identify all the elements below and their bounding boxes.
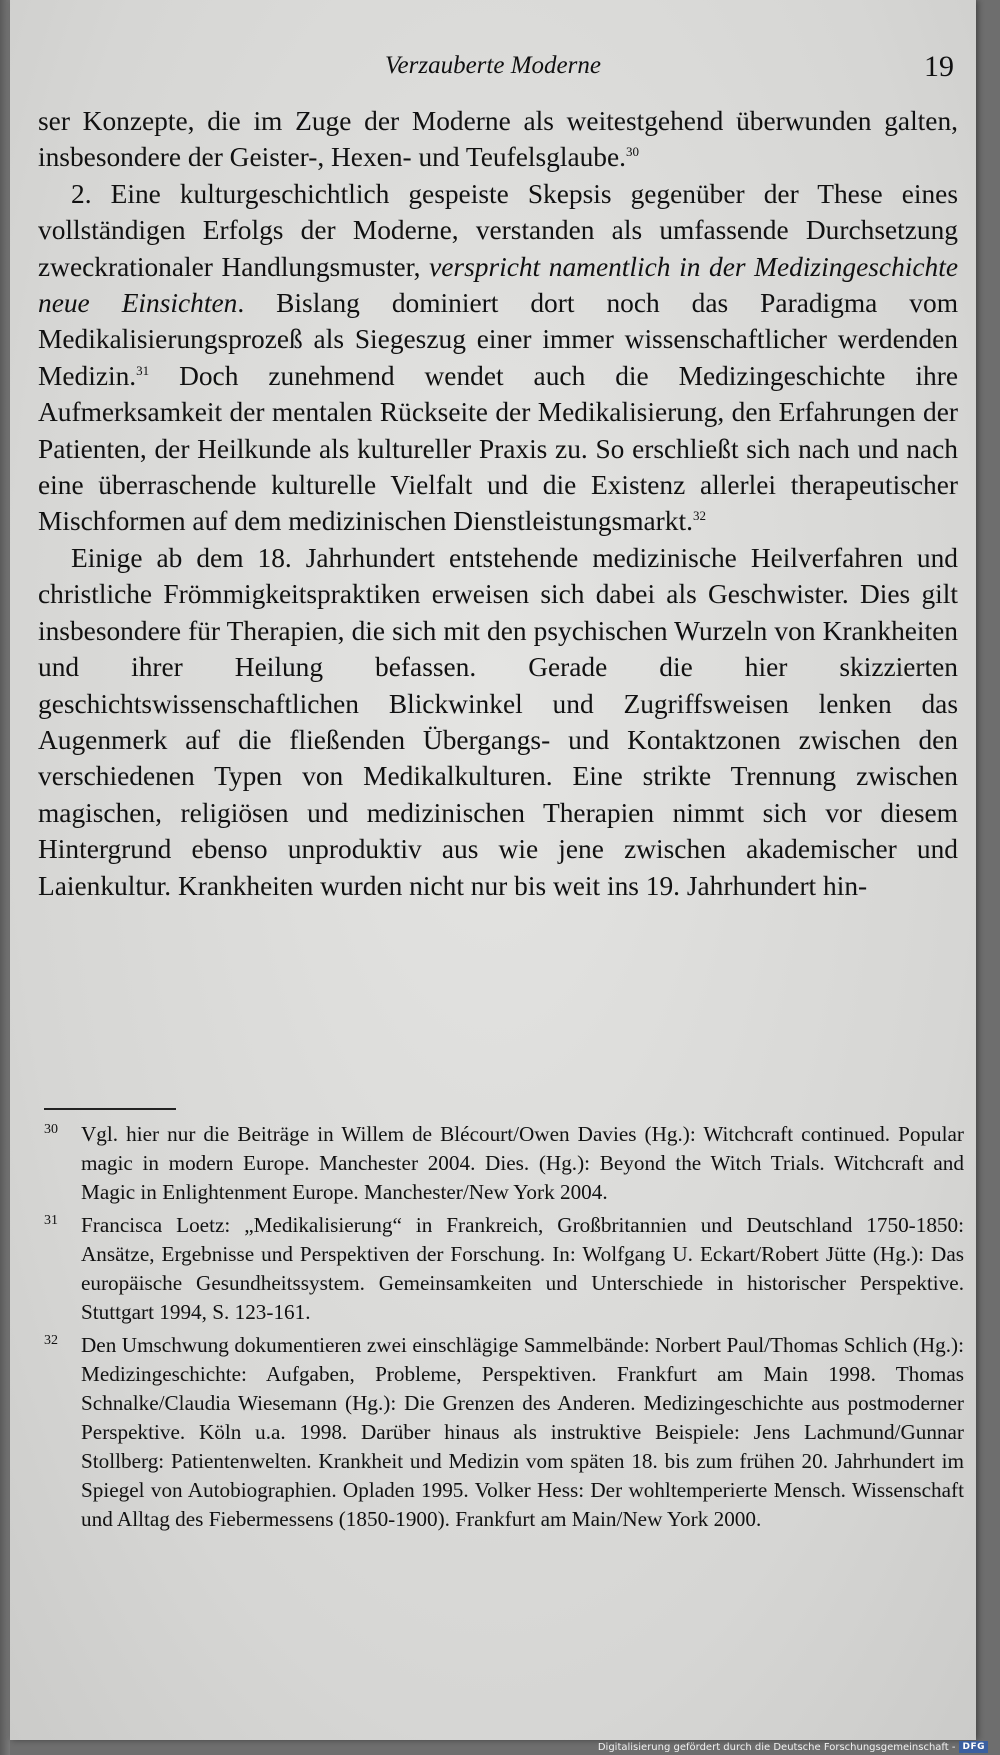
paragraph-text: Einige ab dem 18. Jahrhundert entstehende medizinische Heilverfahren und christliche Frömmigkeitspraktiken erweisen sich dabei als Geschwister. Dies gilt insbesondere für Therapien, die sich mit den psychischen Wurzeln von Krankheiten und ihrer Heilung befassen. Gerade die hier skizzierten geschichtswissenschaftlichen Blickwinkel und Zugriffsweisen lenken das Augenmerk auf die fließenden Übergangs- und Kontaktzonen zwischen den verschiedenen Typen von Medikalkulturen. Eine strikte Trennung zwischen magischen, religiösen und medizinischen Therapien nimmt sich vor diesem Hintergrund ebenso unproduktiv aus wie jene zwischen akademischer und Laienkultur. Krankheiten wurden nicht nur bis weit ins 19. Jahrhundert hin- bbox=[38, 542, 958, 901]
paragraph-3 bbox=[38, 540, 958, 904]
footnote-31 bbox=[44, 1211, 964, 1327]
footnote-ref[interactable]: 32 bbox=[692, 508, 706, 524]
paragraph-2 bbox=[38, 176, 958, 540]
footnote-ref[interactable]: 30 bbox=[626, 144, 640, 160]
credit-text: Digitalisierung gefördert durch die Deutsche Forschungsgemeinschaft - bbox=[597, 1741, 956, 1753]
footnote-separator bbox=[44, 1108, 176, 1110]
body-text bbox=[38, 103, 958, 904]
footnote-text: Vgl. hier nur die Beiträge in Willem de Blécourt/Owen Davies (Hg.): Witchcraft continued. Popular magic in modern Europe. Manchester 2004. Dies. (Hg.): Beyond the Witch Trials. Witchcraft and Magic in Enlightenment Europe. Manchester/New York 2004. bbox=[81, 1122, 964, 1204]
emphasis-text: verspricht namentlich in der Medizingeschichte neue Einsichten bbox=[38, 251, 958, 319]
paragraph-text: Doch zunehmend wendet auch die Medizingeschichte ihre Aufmerksamkeit der mentalen Rückseite der Medikalisierung, den Erfahrungen der Patienten, der Heilkunde als kultureller Praxis zu. So erschließt sich nach und nach eine überraschende kulturelle Vielfalt und die Existenz allerlei therapeutischer Mischformen auf dem medizinischen Dienstleistungsmarkt. bbox=[38, 360, 958, 537]
book-page bbox=[10, 0, 976, 1740]
running-title: Verzauberte Moderne bbox=[385, 52, 601, 79]
footnote-30 bbox=[44, 1120, 964, 1207]
page-header bbox=[10, 52, 976, 92]
footnote-number: 32 bbox=[44, 1333, 58, 1348]
footnote-text: Den Umschwung dokumentieren zwei einschlägige Sammelbände: Norbert Paul/Thomas Schlich (Hg.): Medizingeschichte: Aufgaben, Probleme, Perspektiven. Frankfurt am Main 1998. Thomas Schnalke/Claudia Wiesemann (Hg.): Die Grenzen des Anderen. Medizingeschichte aus postmoderner Perspektive. Köln u.a. 1998. Darüber hinaus als instruktive Beispiele: Jens Lachmund/Gunnar Stollberg: Patientenwelten. Krankheit und Medizin vom späten 18. bis zum frühen 20. Jahrhundert im Spiegel von Autobiographien. Opladen 1995. Volker Hess: Der wohltemperierte Mensch. Wissenschaft und Alltag des Fiebermessens (1850-1900). Frankfurt am Main/New York 2000. bbox=[81, 1333, 964, 1531]
paragraph-text: 2. Eine kulturgeschichtlich gespeiste Skepsis gegenüber der These eines vollständigen Erfolgs der Moderne, verstanden als umfassende Durchsetzung zweckrationaler Handlungsmuster, bbox=[38, 178, 958, 282]
dfg-logo: DFG bbox=[959, 1741, 988, 1753]
paragraph-1 bbox=[38, 103, 958, 176]
footnote-32 bbox=[44, 1331, 964, 1534]
paragraph-text: ser Konzepte, die im Zuge der Moderne als weitestgehend überwunden galten, insbesondere der Geister-, Hexen- und Teufelsglaube. bbox=[38, 106, 958, 173]
footnote-ref[interactable]: 31 bbox=[136, 362, 150, 378]
paragraph-text: . Bislang dominiert dort noch das Paradigma vom Medikalisierungsprozeß als Siegeszug einer immer wissenschaftlicher werdenden Medizin. bbox=[38, 288, 958, 391]
footnotes bbox=[44, 1120, 964, 1538]
footnote-number: 31 bbox=[44, 1213, 58, 1228]
digitization-credit bbox=[598, 1741, 988, 1753]
footnote-text: Francisca Loetz: „Medikalisierung“ in Frankreich, Großbritannien und Deutschland 1750-1850: Ansätze, Ergebnisse und Perspektiven der Forschung. In: Wolfgang U. Eckart/Robert Jütte (Hg.): Das europäische Gesundheitssystem. Gemeinsamkeiten und Unterschiede in historischer Perspektive. Stuttgart 1994, S. 123-161. bbox=[81, 1213, 964, 1324]
scan-edge bbox=[0, 0, 10, 1755]
footnote-number: 30 bbox=[44, 1122, 58, 1137]
page-number: 19 bbox=[924, 50, 954, 83]
